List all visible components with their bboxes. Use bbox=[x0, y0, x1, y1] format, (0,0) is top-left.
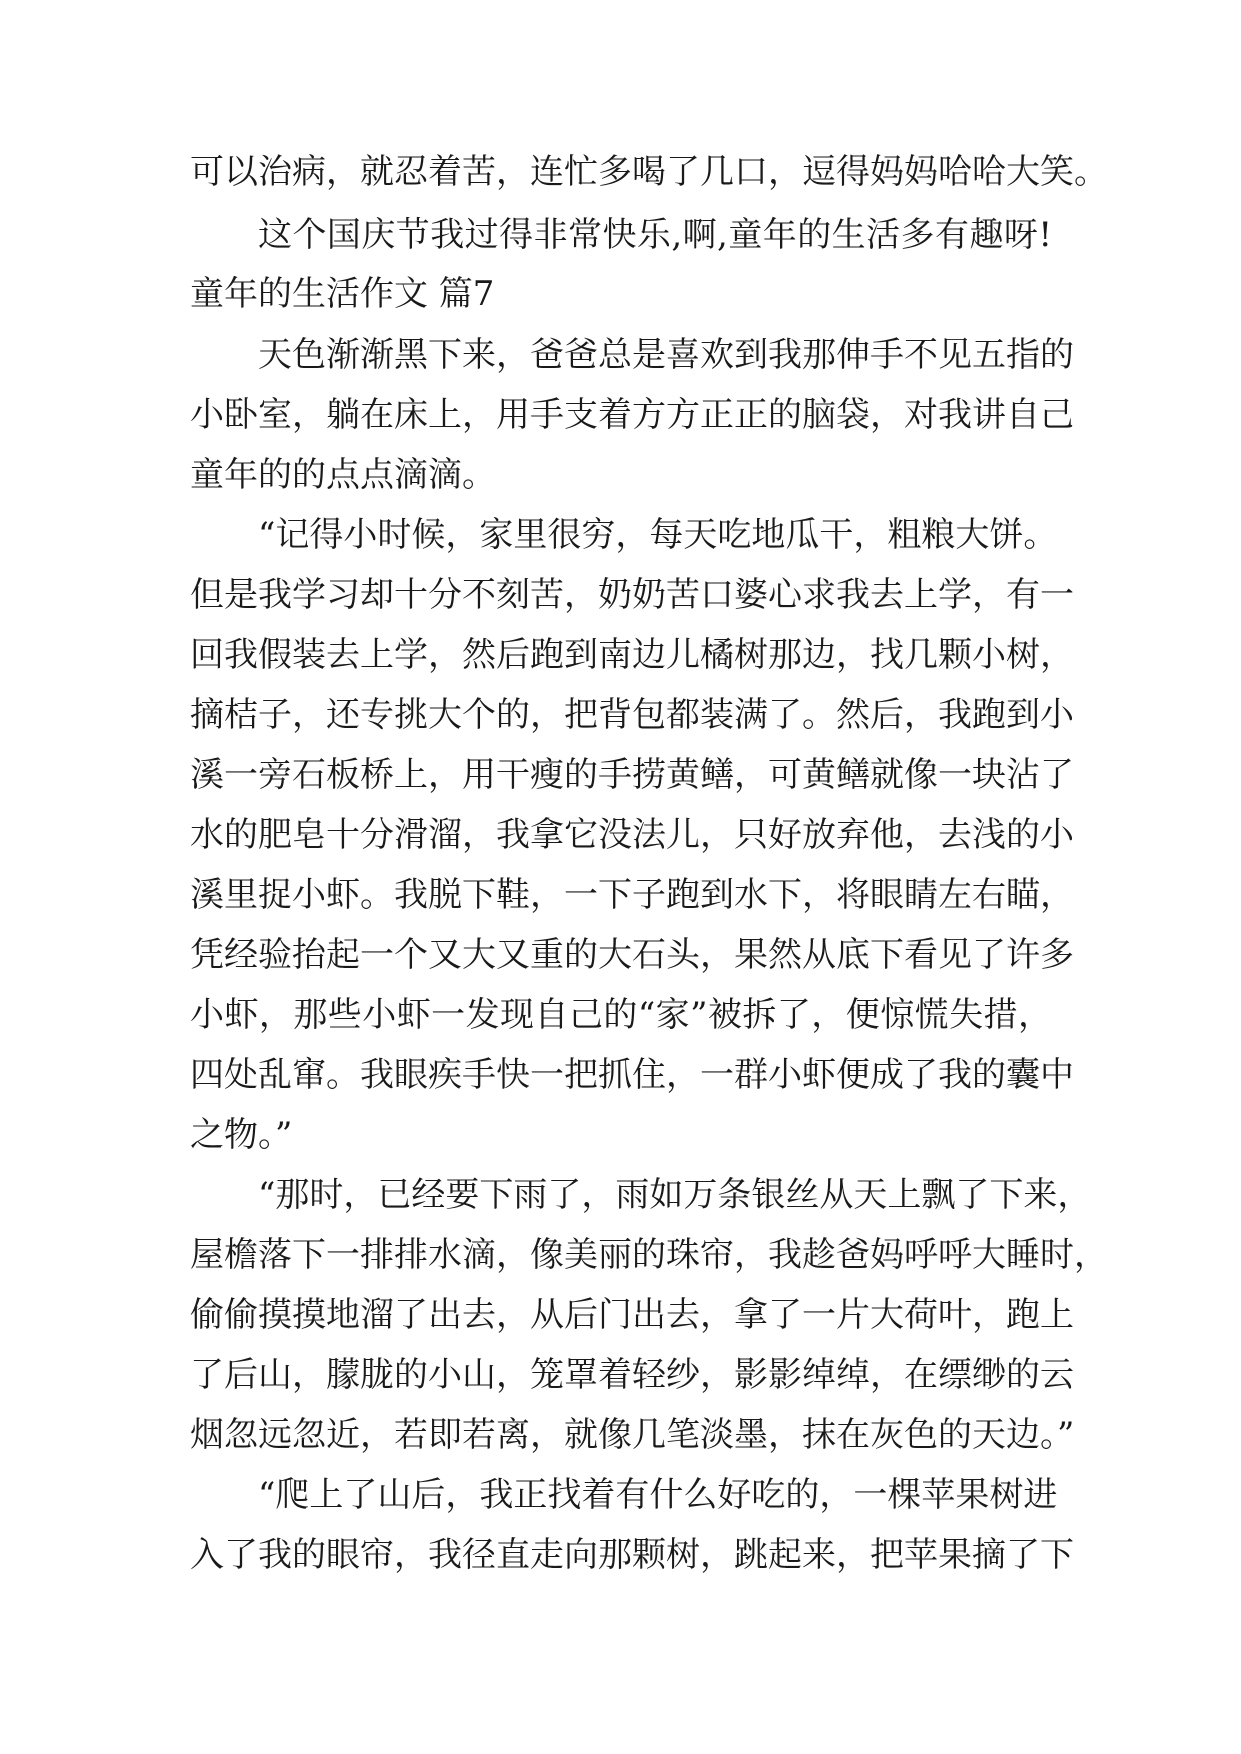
text-line: 之物。” bbox=[190, 1115, 293, 1155]
text-line: 摘桔子，还专挑大个的，把背包都装满了。然后，我跑到小 bbox=[190, 695, 1074, 735]
text-line: 屋檐落下一排排水滴，像美丽的珠帘，我趁爸妈呼呼大睡时， bbox=[190, 1235, 1108, 1275]
text-line: 了后山，朦胧的小山，笼罩着轻纱，影影绰绰，在缥缈的云 bbox=[190, 1355, 1074, 1395]
text-line: 可以治病，就忍着苦，连忙多喝了几口，逗得妈妈哈哈大笑。 bbox=[190, 152, 1108, 192]
text-line: 小虾，那些小虾一发现自己的“家”被拆了，便惊慌失措， bbox=[190, 995, 1052, 1035]
text-line: 但是我学习却十分不刻苦，奶奶苦口婆心求我去上学，有一 bbox=[190, 575, 1074, 615]
text-line: “那时，已经要下雨了，雨如万条银丝从天上飘了下来， bbox=[258, 1175, 1092, 1215]
text-line: 溪里捉小虾。我脱下鞋，一下子跑到水下，将眼睛左右瞄， bbox=[190, 875, 1074, 915]
text-line: 烟忽远忽近，若即若离，就像几笔淡墨，抹在灰色的天边。” bbox=[190, 1415, 1075, 1455]
text-line: 回我假装去上学，然后跑到南边儿橘树那边，找几颗小树， bbox=[190, 635, 1074, 675]
text-line: 天色渐渐黑下来，爸爸总是喜欢到我那伸手不见五指的 bbox=[258, 335, 1074, 375]
text-line: 四处乱窜。我眼疾手快一把抓住，一群小虾便成了我的囊中 bbox=[190, 1055, 1074, 1095]
text-line: 凭经验抬起一个又大又重的大石头，果然从底下看见了许多 bbox=[190, 935, 1074, 975]
text-line: “记得小时候，家里很穷，每天吃地瓜干，粗粮大饼。 bbox=[258, 515, 1058, 555]
section-heading: 童年的生活作文 篇7 bbox=[190, 274, 495, 314]
text-line: 童年的的点点滴滴。 bbox=[190, 455, 496, 495]
text-line: 入了我的眼帘，我径直走向那颗树，跳起来，把苹果摘了下 bbox=[190, 1535, 1074, 1575]
text-line: 小卧室，躺在床上，用手支着方方正正的脑袋，对我讲自己 bbox=[190, 395, 1074, 435]
text-line: 偷偷摸摸地溜了出去，从后门出去，拿了一片大荷叶，跑上 bbox=[190, 1295, 1074, 1335]
text-line: 溪一旁石板桥上，用干瘦的手捞黄鳝，可黄鳝就像一块沾了 bbox=[190, 755, 1074, 795]
text-line: 水的肥皂十分滑溜，我拿它没法儿，只好放弃他，去浅的小 bbox=[190, 815, 1074, 855]
text-line: “爬上了山后，我正找着有什么好吃的，一棵苹果树进 bbox=[258, 1475, 1058, 1515]
text-line: 这个国庆节我过得非常快乐,啊,童年的生活多有趣呀! bbox=[258, 215, 1052, 255]
